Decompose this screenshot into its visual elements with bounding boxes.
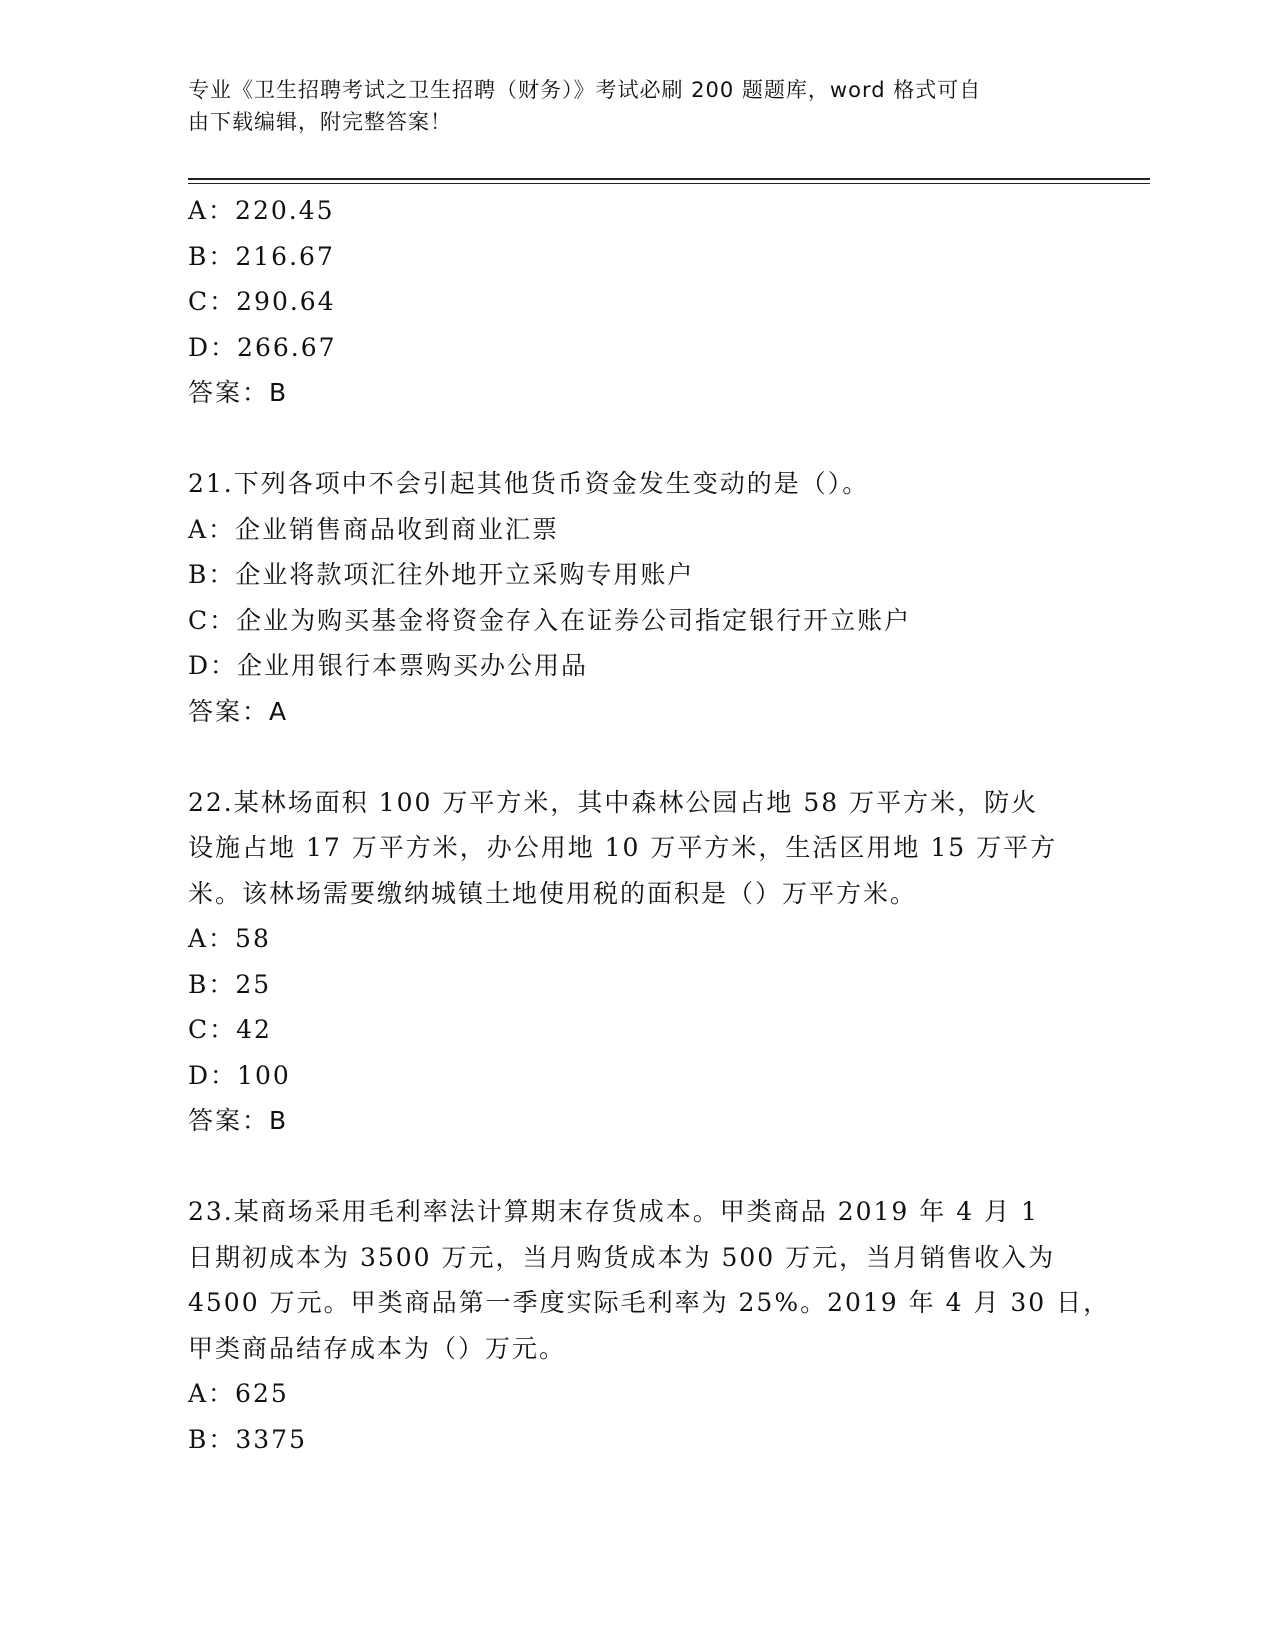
answer-line: 答案：A: [188, 696, 289, 726]
question-spacer: [188, 416, 1068, 462]
option-c: C：290.64: [188, 287, 336, 316]
option-a: A：58: [188, 924, 271, 953]
option-b: B：25: [188, 969, 272, 999]
question-20: [188, 188, 1068, 416]
option-c: C：42: [188, 1015, 272, 1044]
question-23: [188, 1189, 1111, 1462]
option-b: B：216.67: [188, 241, 335, 271]
option-a: A：220.45: [188, 196, 335, 225]
option-a: A：625: [188, 1379, 289, 1408]
question-21: [188, 461, 1068, 734]
option-d: D：266.67: [188, 332, 337, 362]
option-b: B：企业将款项汇往外地开立采购专用账户: [188, 560, 695, 589]
option-b: B：3375: [188, 1424, 307, 1454]
option-a: A：企业销售商品收到商业汇票: [188, 514, 560, 544]
question-spacer: [188, 1144, 1068, 1190]
option-d: D：企业用银行本票购买办公用品: [188, 651, 589, 680]
question-stem-line: 22.某林场面积 100 万平方米，其中森林公园占地 58 万平方米，防火: [188, 787, 1039, 817]
question-stem-line: 23.某商场采用毛利率法计算期末存货成本。甲类商品 2019 年 4 月 1: [188, 1197, 1039, 1226]
header-line-1: 专业《卫生招聘考试之卫生招聘（财务）》考试必刷 200 题题库，word 格式可自: [188, 78, 982, 102]
option-d: D：100: [188, 1060, 291, 1090]
answer-line: 答案：B: [188, 378, 289, 407]
question-list: [188, 188, 1111, 1462]
document-header: [188, 74, 1068, 138]
header-line-2: 由下载编辑，附完整答案！: [188, 110, 452, 134]
question-stem-line: 日期初成本为 3500 万元，当月购货成本为 500 万元，当月销售收入为: [188, 1242, 1056, 1272]
question-spacer: [188, 734, 1068, 780]
question-stem-line: 设施占地 17 万平方米，办公用地 10 万平方米，生活区用地 15 万平方: [188, 833, 1058, 862]
question-stem-line: 4500 万元。甲类商品第一季度实际毛利率为 25%。2019 年 4 月 30 日，: [188, 1288, 1111, 1317]
header-divider-thick: [188, 178, 1150, 180]
header-divider-thin: [188, 183, 1150, 184]
question-22: [188, 780, 1068, 1144]
question-stem: 21.下列各项中不会引起其他货币资金发生变动的是（）。: [188, 469, 870, 498]
option-c: C：企业为购买基金将资金存入在证券公司指定银行开立账户: [188, 605, 912, 635]
question-stem-line: 甲类商品结存成本为（）万元。: [188, 1333, 567, 1363]
question-stem-line: 米。该林场需要缴纳城镇土地使用税的面积是（）万平方米。: [188, 878, 918, 908]
answer-line: 答案：B: [188, 1106, 289, 1135]
